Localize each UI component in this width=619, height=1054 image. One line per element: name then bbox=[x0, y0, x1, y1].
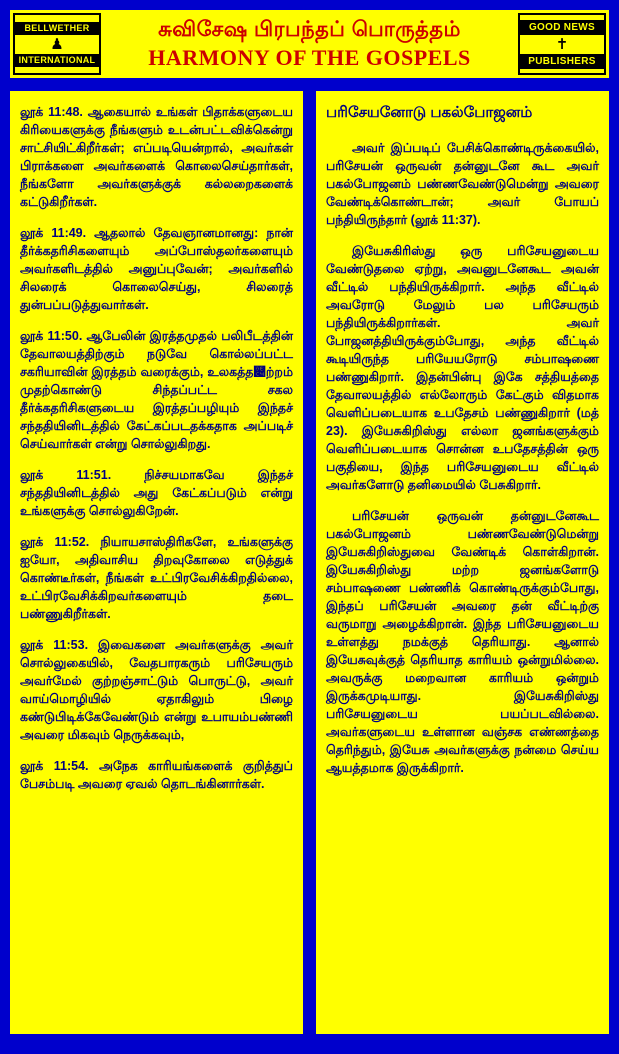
ram-emblem-icon: ♟ bbox=[50, 35, 64, 53]
commentary-paragraph: பரிசேயன் ஒருவன் தன்னுடனேகூட பகல்போஜனம் பண்ணவேண்டுமென்று இயேசுகிறிஸ்துவை வேண்டிக் கொள்கிறான். இயேசுகிறிஸ்து மற்ற ஜனங்களோடு சம்பாஷணை பண்ணிக் கொண்டிருக்கும்போது, இந்தப் பரிசேயன் அவரை தன் வீட்டிற்கு வருமாறு அழைக்கிறான். இந்த பரிசேயனுடைய உள்ளத்து நமக்குத் தெரியாது. ஆனால் இயேசுவுக்குத் தெரியாத காரியம் ஒன்றுமில்லை. அவருக்கு மறைவான காரியம் ஒன்றும் இருக்கமுடியாது. இயேசுகிறிஸ்து பரிசேயனுடைய பயப்படவில்லை. அவர்களுடைய உள்ளான வஞ்சக எண்ணத்தை தெரிந்தும், இயேசு அவர்களுக்கு நன்மை செய்ய ஆயத்தமாக இருக்கிறார். bbox=[326, 509, 599, 775]
scripture-verse: லூக் 11:48. ஆகையால் உங்கள் பிதாக்களுடைய கிரியைகளுக்கு நீங்களும் உடன்பட்டவிக்கென்று சாட்சியிட்கிறீர்கள்; எப்படியென்றால், அவர்கள் பிராக்களை அவர்களைக் கொலைசெய்தார்கள், நீங்களோ அவர்களுக்குக் கல்லறைகளைக் கட்டுகிறீர்கள். bbox=[20, 105, 293, 209]
commentary-paragraph: அவர் இப்படிப் பேசிக்கொண்டிருக்கையில், பரிசேயன் ஒருவன் தன்னுடனே கூட அவர் பகல்போஜனம் பண்ணவேண்டுமென்று அவரை வேண்டிக்கொண்டான்; அவர் போயப் பந்தியிருந்தார் (லூக் 11:37). bbox=[326, 141, 599, 227]
scripture-column bbox=[8, 89, 305, 1036]
header-title-block bbox=[104, 10, 515, 78]
bellwether-bottom-band: INTERNATIONAL bbox=[15, 54, 99, 67]
goodnews-emblem-wrap bbox=[520, 35, 604, 54]
goodnews-top-band: GOOD NEWS bbox=[520, 20, 604, 35]
page-title-english: HARMONY OF THE GOSPELS bbox=[148, 45, 471, 70]
content-columns bbox=[8, 89, 611, 1036]
commentary-paragraph: இயேசுகிரிஸ்து ஒரு பரிசேயனுடைய வேண்டுதலை ஏற்று, அவனுடனேகூட அவன் வீட்டில் பந்தியிருக்கிறார். அந்த வீட்டில் அவரோடு மேலும் பல பரிசேயரும் பந்தியிருக்கிறார்கள். அவர் போஜனத்தியிருக்கும்போது, அந்த வீட்டில் கூடியிருந்த பரியேயரோடு சம்பாஷணை பண்ணுகிறார். இதன்பின்பு இகே சத்தியத்தை தேவாலயத்தில் எல்லோரும் கேட்கும் விதமாக வெளிப்படையாக உபதேசம் பண்ணுகிறார் (மத் 23). இயேசுகிறிஸ்து எல்லா ஜனங்களுக்கும் வெளிப்படையாக சொன்ன உபதேசத்தின் ஒரு பகுதியை, இந்த பரிசேயனுடைய வீட்டில் அவர்களோடு தனிமையில் பேசுகிறார். bbox=[326, 244, 599, 492]
scripture-verse: லூக் 11:54. அநேக காரியங்களைக் குறித்துப் பேசம்படி அவரை ஏவல் தொடங்கினார்கள். bbox=[20, 759, 293, 791]
section-heading: பரிசேயனோடு பகல்போஜனம் bbox=[326, 104, 533, 121]
publisher-logo-bellwether bbox=[13, 13, 101, 75]
commentary-column bbox=[314, 89, 611, 1036]
scripture-verse: லூக் 11:51. நிச்சயமாகவே இந்தச் சந்ததியினிடத்தில் அது கேட்கப்படும் என்று உங்களுக்கு சொல்லுகிறேன். bbox=[20, 468, 293, 518]
scripture-verse: லூக் 11:52. நியாயசாஸ்திரிகளே, உங்களுக்கு ஐயோ, அதிவாசிய திறவுகோலை எடுத்துக் கொண்டீர்கள், நீங்கள் உட்பிரவேசிக்கிறதில்லை, உட்பிரவேசிக்கிறவர்களையும் தடை பண்ணுகிறீர்கள். bbox=[20, 535, 293, 621]
page-header bbox=[8, 8, 611, 80]
bellwether-emblem-wrap bbox=[15, 35, 99, 54]
scripture-verse: லூக் 11:53. இவைகளை அவர்களுக்கு அவர் சொல்லுகையில், வேதபாரகரும் பரிசேயரும் அவர்மேல் குற்றஞ்சாட்டும் பொருட்டு, அவர் வாய்மொழியில் ஏதாகிலும் பிழை கண்டுபிடிக்கேவேண்டும் என்று உபாயம்பண்ணி அவரை மிகவும் நெருக்கவும், bbox=[20, 638, 293, 742]
publisher-logo-goodnews bbox=[518, 13, 606, 75]
bellwether-top-band: BELLWETHER bbox=[15, 22, 99, 35]
cross-emblem-icon: ✝ bbox=[555, 35, 569, 53]
scripture-verse: லூக் 11:50. ஆபேலின் இரத்தமுதல் பலிபீடத்தின் தேவாலயத்திற்கும் நடுவே கொல்லப்பட்ட சகரியாவின் இரத்தம் வரைக்கும், உலகத்த௄ற்றம் முதற்கொண்டு சிந்தப்பட்ட சகல தீர்க்கதரிசிகளுடைய இரத்தப்பழியும் இந்தச் சந்ததியினிடத்தில் கேட்கப்படதக்கதாக அப்படிச் செய்வார்கள் என்று சொல்லுகிறது. bbox=[20, 329, 293, 451]
goodnews-bottom-band: PUBLISHERS bbox=[520, 54, 604, 69]
scripture-verse: லூக் 11:49. ஆதலால் தேவஞானமானது: நான் தீர்க்கதரிசிகளையும் அப்போஸ்தலர்களையும் அவர்களிடத்தில் அனுப்புவேன்; அவர்களில் சிலரைக் கொலைசெய்து, சிலரைத் துன்பப்படுத்துவார்கள். bbox=[20, 226, 293, 312]
page-title-tamil: சுவிசேஷ பிரபந்தப் பொருத்தம் bbox=[158, 18, 461, 41]
